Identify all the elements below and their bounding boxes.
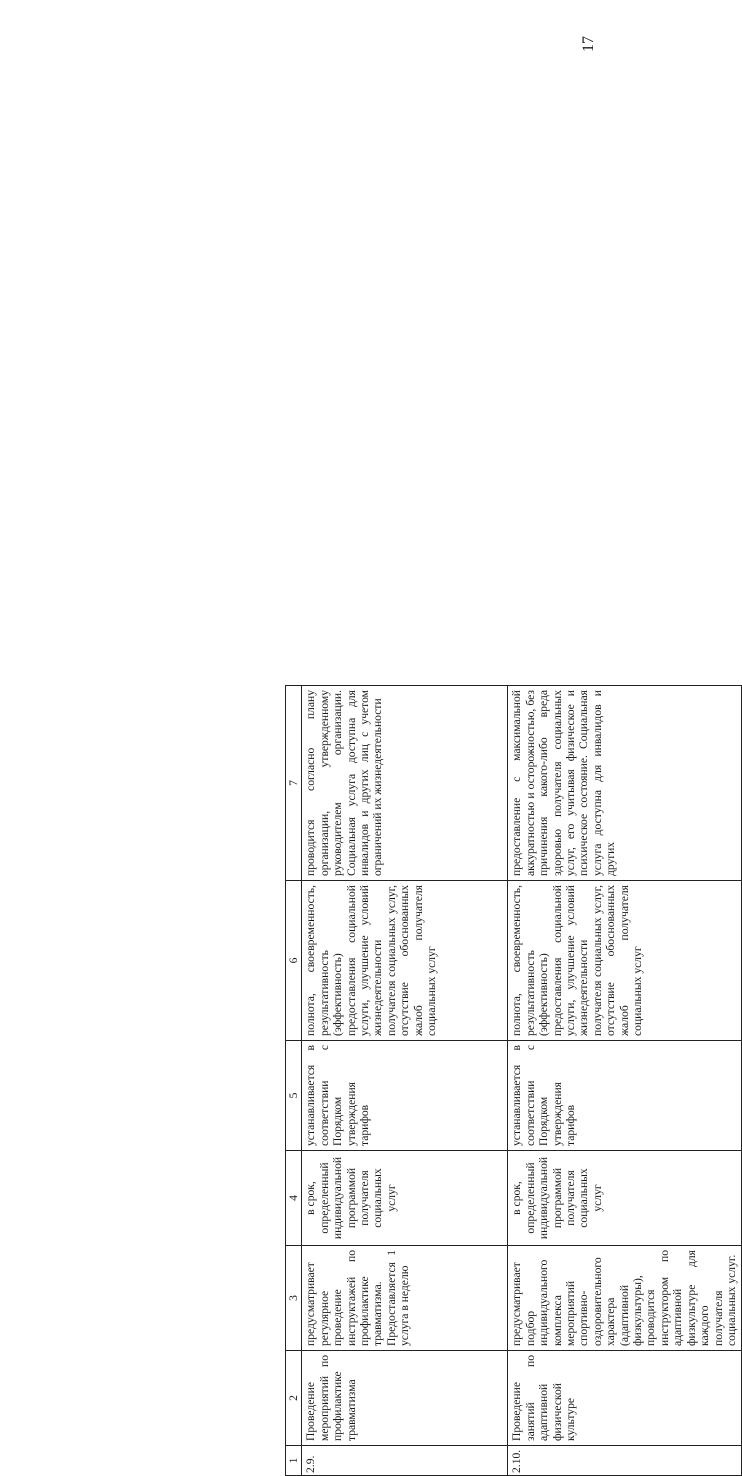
service-price: устанавливается в соответствии с Порядком утверждения тарифов [302, 1041, 508, 1151]
column-header: 4 [286, 1151, 302, 1246]
service-term: в срок, определенный индивидуальной программой получателя социальных услуг [302, 1151, 508, 1246]
service-conditions: проводится согласно плану организации, утвержденному руководителем организации. Социальная услуга доступна для инвалидов и других лиц с учетом ограничений их жизнедеятельности [302, 686, 508, 881]
column-header: 5 [286, 1041, 302, 1151]
rotated-page-content [285, 686, 738, 1476]
service-description: предусматривает подбор индивидуального комплекса мероприятий спортивно-оздоровительного характера (адаптивной физкультуры), проводится инструктором по адаптивной физкультуре для каждого получателя социальных услуг. [508, 1246, 742, 1351]
service-indicators: полнота, своевременность, результативность (эффективность) предоставления социальной услуги, улучшение условий жизнедеятельности получателя социальных услуг, отсутствие обоснованных жалоб получателя социальных услуг [302, 881, 508, 1041]
column-header: 7 [286, 686, 302, 881]
column-header: 2 [286, 1351, 302, 1446]
column-header: 1 [286, 1446, 302, 1476]
row-number: 2.10. [508, 1446, 742, 1476]
service-name: Проведение занятий по адаптивной физической культуре [508, 1351, 742, 1446]
service-term: в срок, определенный индивидуальной программой получателя социальных услуг [508, 1151, 742, 1246]
table-header-row [286, 686, 302, 1476]
column-header: 6 [286, 881, 302, 1041]
row-number: 2.9. [302, 1446, 508, 1476]
column-header: 3 [286, 1246, 302, 1351]
service-conditions: предоставление с максимальной аккуратностью и осторожностью, без причинения какого-либо вреда здоровью получателя социальных услуг, его учитывая физическое и психическое состояние. Социальная услуга доступна для инвалидов и других [508, 686, 742, 881]
services-table [285, 685, 742, 1476]
page-number: 17 [580, 36, 597, 52]
table-row [508, 686, 742, 1476]
service-description: предусматривает регулярное проведение инструктажей по профилактике травматизма. Предоставляется 1 услуга в неделю [302, 1246, 508, 1351]
service-price: устанавливается в соответствии с Порядком утверждения тарифов [508, 1041, 742, 1151]
service-name: Проведение мероприятий по профилактике травматизма [302, 1351, 508, 1446]
table-row [302, 686, 508, 1476]
service-indicators: полнота, своевременность, результативность (эффективность) предоставления социальной услуги, улучшение условий жизнедеятельности получателя социальных услуг, отсутствие обоснованных жалоб получателя социальных услуг [508, 881, 742, 1041]
